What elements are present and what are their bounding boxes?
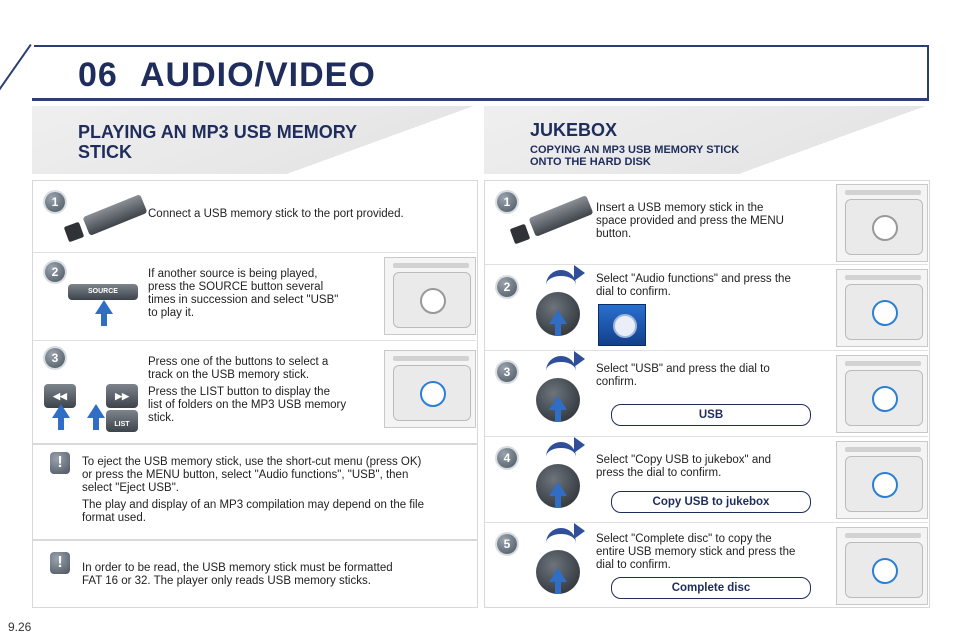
warning-icon: ! [50,552,70,574]
next-track-button-image: ▶▶ [106,384,138,408]
press-arrow-stem [58,418,64,430]
warning-icon: ! [50,452,70,474]
press-arrow-stem [93,418,99,430]
turn-dial-arrow-tip [574,351,585,367]
step-text-line: times in succession and select "USB" [148,294,339,306]
menu-option-copy-usb-to-jukebox: Copy USB to jukebox [611,491,811,513]
step-text-line: to play it. [148,307,195,319]
turn-dial-arrow-tip [574,437,585,453]
row-divider [485,436,928,437]
press-arrow-stem [555,496,561,508]
page-number: 9.26 [8,620,32,634]
step-text-line: button. [596,228,632,240]
turn-dial-arrow-tip [574,523,585,539]
note-text-line: To eject the USB memory stick, use the short-cut menu (press OK) [82,456,422,468]
step-text-line: Select "USB" and press the dial to [596,363,770,375]
jukebox-subtitle-line2: ONTO THE HARD DISK [530,156,651,168]
list-button-image: LIST [106,410,138,432]
step-text-line: stick. [148,412,175,424]
jukebox-title: JUKEBOX [530,120,618,140]
jukebox-subtitle-line1: COPYING AN MP3 USB MEMORY STICK [530,144,740,156]
press-arrow-icon [549,482,567,496]
press-arrow-icon [95,300,113,314]
radio-unit-illustration [384,350,476,428]
left-title-line2: STICK [78,142,132,162]
turn-dial-arrow-tip [574,265,585,281]
step-text-line: press the SOURCE button several [148,281,324,293]
step-number-badge: 5 [497,534,517,554]
step-text-line: Select "Complete disc" to copy the [596,533,772,545]
press-arrow-icon [52,404,70,418]
step-text-line: Press one of the buttons to select a [148,356,329,368]
press-arrow-stem [101,314,107,326]
step-number-badge: 3 [497,362,517,382]
menu-option-usb: USB [611,404,811,426]
step-text-line: Press the LIST button to display the [148,386,330,398]
note-text-line: or press the MENU button, select "Audio functions", "USB", then [82,469,409,481]
radio-unit-illustration [836,184,928,262]
left-title-line1: PLAYING AN MP3 USB MEMORY [78,122,358,142]
row-divider [485,350,928,351]
step-text-line: press the dial to confirm. [596,467,722,479]
step-number-badge: 4 [497,448,517,468]
note-text-line: format used. [82,512,146,524]
row-divider [33,340,476,341]
row-divider [485,522,928,523]
radio-unit-illustration [836,527,928,605]
chapter-title: AUDIO/VIDEO [140,56,376,94]
step-number-badge: 2 [45,262,65,282]
step-number-badge: 3 [45,348,65,368]
step-number-badge: 2 [497,277,517,297]
step-text-line: confirm. [596,376,637,388]
press-arrow-icon [549,396,567,410]
step-text-line: Select "Audio functions" and press the [596,273,791,285]
note-text-line: FAT 16 or 32. The player only reads USB memory sticks. [82,575,371,587]
step-number-badge: 1 [497,192,517,212]
step-text-line: dial to confirm. [596,286,671,298]
radio-unit-illustration [836,355,928,433]
step-text-line: Insert a USB memory stick in the [596,202,764,214]
radio-unit-illustration [836,441,928,519]
step-text-line: If another source is being played, [148,268,318,280]
press-arrow-stem [555,582,561,594]
step-text-line: track on the USB memory stick. [148,369,310,381]
header-slant [0,44,32,94]
row-divider [485,264,928,265]
step-text-line: list of folders on the MP3 USB memory [148,399,347,411]
press-arrow-icon [87,404,105,418]
step-text-line: entire USB memory stick and press the [596,546,796,558]
step-text-line: Select "Copy USB to jukebox" and [596,454,772,466]
note-text-line: The play and display of an MP3 compilation may depend on the file [82,499,425,511]
step-text-line: dial to confirm. [596,559,671,571]
press-arrow-icon [549,310,567,324]
radio-unit-illustration [836,269,928,347]
press-arrow-stem [555,410,561,422]
radio-unit-illustration [384,257,476,335]
previous-track-button-image: ◀◀ [44,384,76,408]
source-button-image: SOURCE [68,284,138,300]
audio-functions-icon [598,304,646,346]
row-divider [33,252,476,253]
note-text-line: select "Eject USB". [82,482,180,494]
press-arrow-stem [555,324,561,336]
step-number-badge: 1 [45,192,65,212]
step-text: Connect a USB memory stick to the port provided. [148,208,404,220]
note-text-line: In order to be read, the USB memory stick must be formatted [82,562,393,574]
step-text-line: space provided and press the MENU [596,215,784,227]
press-arrow-icon [549,568,567,582]
menu-option-complete-disc: Complete disc [611,577,811,599]
chapter-number: 06 [78,56,118,94]
